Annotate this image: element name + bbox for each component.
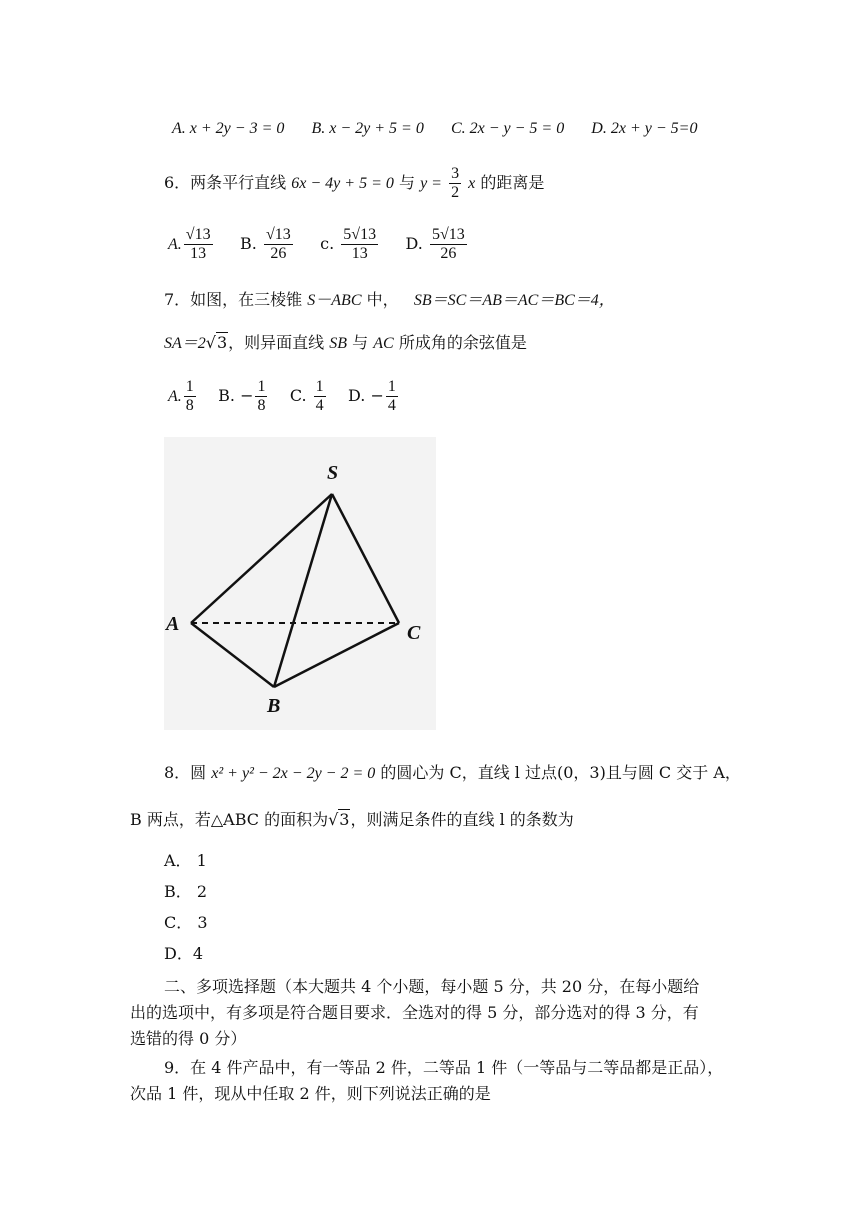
q6-eq1: 6x − 4y + 5 = 0: [291, 175, 394, 192]
q7-line2-rad: 3: [216, 333, 228, 352]
q5-option-a: A. x + 2y − 3 = 0: [172, 120, 285, 137]
q7-option-b-num: 1: [257, 378, 266, 396]
q7-line1-math: S－ABC: [307, 292, 362, 309]
tetrahedron-figure: [164, 437, 436, 730]
q6-option-c-letter: c.: [320, 234, 335, 253]
q7-option-c-num: 1: [315, 378, 324, 396]
section2-line2: 出的选项中，有多项是符合题目要求．全选对的得 5 分，部分选对的得 3 分，有: [130, 1003, 699, 1022]
q7-line1-mid: 中，: [366, 290, 399, 309]
q7-option-c-letter: C.: [289, 386, 307, 405]
q7-option-d-den: 4: [387, 397, 396, 414]
q6-option-b-den: 26: [270, 245, 287, 262]
q7-option-a-letter: A.: [168, 388, 182, 405]
q6-eq2-fraction: [449, 165, 461, 201]
edge-bc: [274, 623, 399, 687]
q7-option-a-num: 1: [185, 378, 194, 396]
label-a: A: [166, 613, 180, 635]
q6-option-a-num: √13: [185, 226, 211, 244]
q7-line1: [164, 288, 615, 313]
q7-line2-sb: SB: [329, 335, 348, 352]
q6-mid: 与: [398, 173, 415, 192]
section2-line1: 二、多项选择题（本大题共 4 个小题，每小题 5 分，共 20 分，在每小题给: [164, 977, 700, 996]
q8-option-b: B． 2: [164, 882, 208, 901]
q6-option-b-letter: B.: [240, 234, 257, 253]
q8-option-d: D．4: [164, 944, 204, 963]
q6-option-d-num: 5√13: [431, 226, 465, 244]
q7-option-a-fraction: [184, 378, 196, 414]
q6-option-a-letter: A.: [168, 236, 182, 253]
q7-line2-and: 与: [352, 333, 369, 352]
q6-eq2-num: 3: [451, 165, 460, 183]
q7-option-c-den: 4: [315, 397, 324, 414]
q8-line1: [164, 761, 741, 786]
q7-option-d-sign: −: [370, 386, 384, 405]
q8-option-a: A． 1: [164, 851, 207, 870]
q7-line2-end: 所成角的余弦值是: [398, 333, 527, 352]
q6-option-a-den: 13: [190, 245, 207, 262]
q8-line2-post: ，则满足条件的直线 l 的条数为: [350, 810, 574, 829]
q6-option-b-num: √13: [265, 226, 291, 244]
q6-option-d-letter: D.: [405, 234, 423, 253]
q8-line1-post: 的圆心为 C，直线 l 过点(0，3)且与圆 C 交于 A，: [380, 763, 741, 782]
q8-option-c: C． 3: [164, 913, 208, 932]
q8-line2: [130, 808, 574, 832]
q6-eq2-lhs: y =: [420, 175, 442, 192]
q8-line2-sqrt: √3: [328, 810, 350, 829]
q5-option-b: B. x − 2y + 5 = 0: [311, 120, 424, 137]
q7-option-b-sign: −: [240, 386, 254, 405]
q8-line1-eq: x² + y² − 2x − 2y − 2 = 0: [211, 765, 376, 782]
q7-line2-post: ，则异面直线: [228, 333, 325, 352]
q6-option-d-fraction: [430, 226, 467, 262]
q6-option-a-fraction: [184, 226, 213, 262]
label-c: C: [407, 622, 421, 644]
q6-stem-pre: 6．两条平行直线: [164, 173, 287, 192]
q6-option-c-fraction: [341, 226, 378, 262]
q7-option-b-den: 8: [257, 397, 266, 414]
q6-option-b-fraction: [264, 226, 293, 262]
q6-option-c-den: 13: [351, 245, 368, 262]
q5-option-c: C. 2x − y − 5 = 0: [450, 120, 565, 137]
q6-stem-post: 的距离是: [480, 173, 545, 192]
q7-option-d-letter: D.: [348, 386, 366, 405]
q7-line2-ac: AC: [373, 335, 394, 352]
section2-line3: 选错的得 0 分）: [130, 1029, 247, 1048]
tetrahedron-svg: [164, 437, 436, 730]
q6-option-c-num: 5√13: [343, 226, 377, 244]
q7-option-d-fraction: [386, 378, 398, 414]
label-s: S: [327, 462, 339, 484]
q6-eq2-den: 2: [451, 184, 460, 201]
q7-line2-sqrt: √3: [205, 333, 228, 352]
q7-line1-pre: 7．如图，在三棱锥: [164, 290, 303, 309]
q9-line2: 次品 1 件，现从中任取 2 件，则下列说法正确的是: [130, 1084, 491, 1103]
q6-option-d-den: 26: [440, 245, 457, 262]
edge-sa: [191, 494, 332, 623]
q5-option-d: D. 2x + y − 5=0: [591, 120, 698, 137]
edge-sc: [332, 494, 399, 623]
q8-line2-rad: 3: [339, 810, 350, 829]
q6-eq2-var: x: [468, 175, 476, 192]
q7-line2: [164, 331, 527, 356]
edge-sb: [274, 494, 332, 687]
q7-option-b-letter: B.: [218, 386, 235, 405]
q7-option-c-fraction: [314, 378, 326, 414]
q8-line1-pre: 8．圆: [164, 763, 207, 782]
q7-option-a-den: 8: [185, 397, 194, 414]
q5-options: [172, 116, 719, 141]
q7-option-d-num: 1: [387, 378, 396, 396]
edge-ab: [191, 623, 274, 687]
q9-line1: 9．在 4 件产品中，有一等品 2 件，二等品 1 件（一等品与二等品都是正品），: [164, 1058, 724, 1077]
q6-stem: [164, 165, 544, 202]
q6-options: [168, 222, 469, 267]
q8-line2-pre: B 两点，若△ABC 的面积为: [130, 810, 329, 829]
q7-line1-cond: SB＝SC＝AB＝AC＝BC＝4，: [413, 292, 615, 309]
q7-options: [168, 374, 400, 419]
q7-option-b-fraction: [255, 378, 267, 414]
label-b: B: [267, 695, 281, 717]
q7-line2-pre: SA＝2: [164, 335, 206, 352]
